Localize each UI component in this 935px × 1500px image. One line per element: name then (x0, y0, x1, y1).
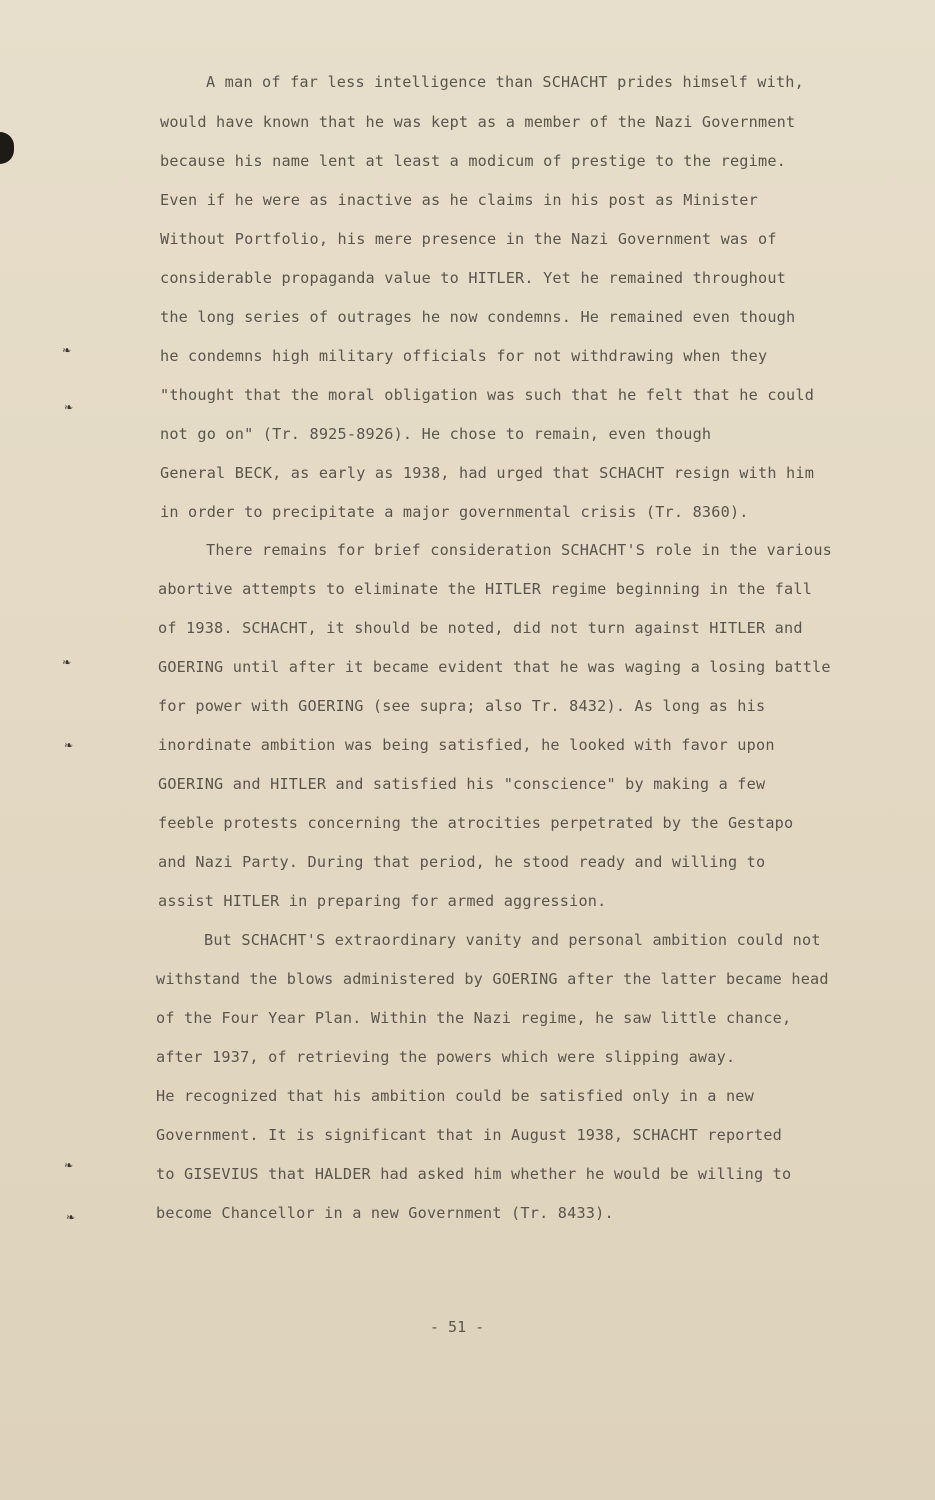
text-line: Without Portfolio, his mere presence in the Nazi Government was of (160, 230, 777, 248)
text-line: GOERING and HITLER and satisfied his "conscience" by making a few (158, 775, 766, 793)
text-line: considerable propaganda value to HITLER. Yet he remained throughout (160, 269, 787, 287)
text-line: he condemns high military officials for not withdrawing when they (160, 347, 768, 365)
text-line: General BECK, as early as 1938, had urged that SCHACHT resign with him (160, 464, 815, 482)
margin-mark-5: ❧ (64, 1159, 74, 1172)
text-line: of the Four Year Plan. Within the Nazi regime, he saw little chance, (156, 1009, 792, 1027)
text-line: abortive attempts to eliminate the HITLER regime beginning in the fall (158, 580, 813, 598)
margin-mark-6: ❧ (66, 1211, 76, 1224)
text-line: to GISEVIUS that HALDER had asked him whether he would be willing to (156, 1165, 792, 1183)
text-line: the long series of outrages he now condemns. He remained even though (160, 308, 796, 326)
text-line: for power with GOERING (see supra; also Tr. 8432). As long as his (158, 697, 766, 715)
text-line: "thought that the moral obligation was such that he felt that he could (160, 386, 815, 404)
text-line: after 1937, of retrieving the powers which were slipping away. (156, 1048, 736, 1066)
text-line: withstand the blows administered by GOERING after the latter became head (156, 970, 829, 988)
text-line: GOERING until after it became evident that he was waging a losing battle (158, 658, 831, 676)
margin-mark-2: ❧ (64, 401, 74, 414)
text-line: inordinate ambition was being satisfied, he looked with favor upon (158, 736, 775, 754)
margin-mark-3: ❧ (62, 656, 72, 669)
text-line: and Nazi Party. During that period, he stood ready and willing to (158, 853, 766, 871)
text-line: A man of far less intelligence than SCHACHT prides himself with, (206, 73, 804, 91)
text-line: There remains for brief consideration SCHACHT'S role in the various (206, 541, 833, 559)
text-line: assist HITLER in preparing for armed aggression. (158, 892, 607, 910)
text-line: in order to precipitate a major governmental crisis (Tr. 8360). (160, 503, 749, 521)
text-line: But SCHACHT'S extraordinary vanity and personal ambition could not (204, 931, 821, 949)
binder-punch-hole (0, 132, 14, 164)
text-line: Government. It is significant that in August 1938, SCHACHT reported (156, 1126, 783, 1144)
text-line: He recognized that his ambition could be satisfied only in a new (156, 1087, 754, 1105)
margin-mark-4: ❧ (64, 739, 74, 752)
text-line: of 1938. SCHACHT, it should be noted, did not turn against HITLER and (158, 619, 803, 637)
text-line: would have known that he was kept as a member of the Nazi Government (160, 113, 796, 131)
text-line: feeble protests concerning the atrocities perpetrated by the Gestapo (158, 814, 794, 832)
page-number: - 51 - (430, 1318, 485, 1336)
margin-mark-1: ❧ (62, 344, 72, 357)
text-line: Even if he were as inactive as he claims in his post as Minister (160, 191, 758, 209)
text-line: not go on" (Tr. 8925-8926). He chose to remain, even though (160, 425, 712, 443)
text-line: become Chancellor in a new Government (Tr. 8433). (156, 1204, 614, 1222)
text-line: because his name lent at least a modicum of prestige to the regime. (160, 152, 787, 170)
